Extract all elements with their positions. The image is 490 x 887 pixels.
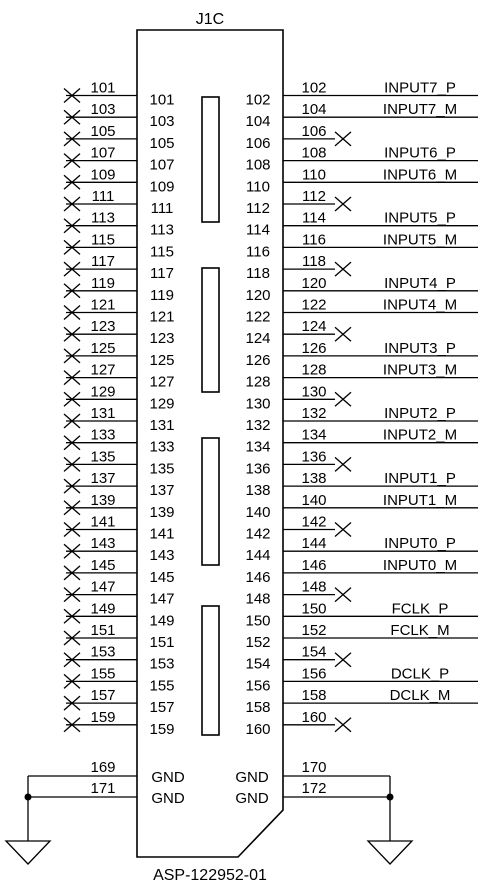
left-pin-105-number-inner: 105 [149, 134, 175, 152]
left-pin-131-number-inner: 131 [149, 417, 175, 434]
left-pin-143-number-inner: 143 [149, 547, 175, 565]
right-pin-140-number-inner: 140 [245, 503, 271, 521]
right-pin-130-no-connect [335, 392, 351, 406]
right-pin-120-number-inner: 120 [245, 286, 271, 304]
right-pin-106-no-connect [335, 132, 351, 146]
left-pin-119-number-outer: 119 [91, 274, 115, 292]
left-pin-115-number-inner: 115 [150, 243, 174, 261]
net-label-INPUT1_M: INPUT1_M [382, 491, 458, 509]
right-pin-116-number-inner: 116 [246, 243, 270, 261]
bank-block-2 [202, 268, 219, 392]
left-pin-109-number-outer: 109 [90, 166, 116, 184]
left-pin-137-number-outer: 137 [90, 470, 116, 488]
net-label-FCLK_P: FCLK_P [391, 600, 449, 618]
right-pin-116-number-outer: 116 [302, 231, 326, 249]
net-label-INPUT7_M: INPUT7_M [382, 101, 458, 119]
left-pin-135-number-inner: 135 [149, 460, 175, 478]
net-label-INPUT2_M: INPUT2_M [382, 426, 458, 444]
net-label-INPUT5_M: INPUT5_M [382, 231, 458, 249]
right-pin-160-number-outer: 160 [301, 708, 327, 726]
right-pin-158-number-inner: 158 [245, 699, 271, 717]
left-pin-153-number-inner: 153 [149, 655, 175, 673]
right-pin-118-no-connect [335, 262, 351, 276]
right-pin-122-number-outer: 122 [301, 296, 327, 314]
left-pin-157-number-inner: 157 [149, 699, 175, 717]
right-pin-102-number-inner: 102 [245, 91, 271, 109]
net-label-INPUT4_P: INPUT4_P [384, 274, 456, 292]
net-label-INPUT0_P: INPUT0_P [384, 535, 456, 553]
gnd-left-pin-171-number: 171 [90, 780, 116, 797]
bank-block-3 [202, 438, 219, 565]
right-pin-146-number-outer: 146 [301, 556, 327, 574]
left-pin-117-number-inner: 117 [150, 265, 174, 283]
left-pin-143-number-outer: 143 [90, 535, 116, 553]
left-pin-155-number-inner: 155 [149, 677, 175, 695]
right-pin-142-number-inner: 142 [245, 525, 271, 543]
right-pin-104-number-outer: 104 [301, 101, 327, 119]
left-pin-159-number-inner: 159 [149, 720, 175, 738]
connector-part-number: ASP-122952-01 [153, 867, 267, 884]
right-pin-150-number-inner: 150 [245, 612, 271, 630]
connector-ref: J1C [195, 11, 225, 28]
gnd-right-pin-172-number: 172 [301, 780, 327, 797]
net-label-DCLK_P: DCLK_P [390, 665, 450, 683]
right-pin-136-number-inner: 136 [245, 460, 271, 478]
left-pin-141-number-inner: 141 [149, 525, 175, 543]
left-pin-127-number-inner: 127 [149, 373, 175, 391]
right-pin-124-number-inner: 124 [245, 330, 271, 348]
right-pin-140-number-outer: 140 [301, 491, 327, 509]
gnd-left-pin-169-number: 169 [90, 759, 116, 776]
right-pin-124-number-outer: 124 [301, 318, 327, 336]
right-pin-108-number-outer: 108 [301, 144, 327, 162]
left-pin-127-number-outer: 127 [90, 361, 116, 379]
left-pin-139-number-outer: 139 [90, 491, 116, 509]
right-pin-112-no-connect [335, 197, 351, 211]
net-label-INPUT0_M: INPUT0_M [382, 556, 458, 574]
left-pin-149-number-inner: 149 [149, 612, 175, 630]
left-pin-109-number-inner: 109 [149, 178, 175, 196]
right-pin-106-number-inner: 106 [245, 134, 271, 152]
right-pin-122-number-inner: 122 [245, 308, 271, 326]
right-pin-118-number-inner: 118 [246, 265, 270, 283]
left-pin-121-number-outer: 121 [90, 296, 116, 314]
left-pin-147-number-inner: 147 [149, 590, 175, 608]
right-pin-108-number-inner: 108 [245, 156, 271, 174]
left-pin-125-number-outer: 125 [90, 339, 116, 357]
left-pin-107-number-outer: 107 [90, 144, 116, 162]
right-pin-104-number-inner: 104 [245, 113, 271, 131]
left-pin-147-number-outer: 147 [90, 578, 116, 596]
left-pin-151-number-inner: 151 [149, 634, 175, 651]
right-pin-142-number-outer: 142 [301, 513, 327, 531]
left-pin-153-number-outer: 153 [90, 643, 116, 661]
left-pin-107-number-inner: 107 [149, 156, 175, 174]
left-pin-129-number-outer: 129 [90, 383, 116, 401]
right-pin-158-number-outer: 158 [301, 687, 327, 705]
left-pin-113-number-outer: 113 [91, 209, 115, 227]
pins-layer [64, 80, 478, 738]
right-pin-130-number-outer: 130 [301, 383, 327, 401]
left-pin-101-number-inner: 101 [149, 91, 175, 109]
right-pin-138-number-outer: 138 [301, 470, 327, 488]
bank-block-4 [202, 606, 219, 735]
right-pin-144-number-inner: 144 [245, 547, 271, 565]
right-pin-112-number-outer: 112 [302, 188, 326, 205]
left-pin-151-number-outer: 151 [90, 622, 116, 639]
right-pin-148-number-inner: 148 [245, 590, 271, 608]
left-pin-131-number-outer: 131 [90, 405, 116, 422]
right-pin-114-number-outer: 114 [302, 209, 326, 227]
left-pin-155-number-outer: 155 [90, 665, 116, 683]
left-pin-111-number-outer: 111 [91, 188, 115, 205]
right-pin-106-number-outer: 106 [301, 122, 327, 140]
gnd-section [6, 759, 412, 864]
right-pin-142-no-connect [335, 523, 351, 537]
left-pin-101-number-outer: 101 [90, 79, 116, 97]
right-pin-152-number-inner: 152 [245, 634, 271, 651]
ground-icon-right [368, 776, 412, 864]
net-label-INPUT3_M: INPUT3_M [382, 361, 458, 379]
right-pin-152-number-outer: 152 [301, 622, 327, 639]
right-pin-160-number-inner: 160 [245, 720, 271, 738]
right-pin-138-number-inner: 138 [245, 482, 271, 500]
left-pin-125-number-inner: 125 [149, 351, 175, 369]
left-pin-159-number-outer: 159 [90, 708, 116, 726]
left-pin-137-number-inner: 137 [149, 482, 175, 500]
right-pin-144-number-outer: 144 [301, 535, 327, 553]
left-pin-139-number-inner: 139 [149, 503, 175, 521]
right-pin-110-number-inner: 110 [246, 178, 270, 196]
right-pin-128-number-outer: 128 [301, 361, 327, 379]
right-pin-148-no-connect [335, 588, 351, 602]
right-pin-146-number-inner: 146 [245, 568, 271, 586]
right-pin-154-number-outer: 154 [301, 643, 327, 661]
net-label-INPUT6_M: INPUT6_M [382, 166, 458, 184]
net-label-INPUT2_P: INPUT2_P [384, 405, 456, 422]
left-pin-111-number-inner: 111 [150, 200, 174, 217]
left-pin-105-number-outer: 105 [90, 122, 116, 140]
left-pin-119-number-inner: 119 [150, 286, 174, 304]
left-pin-129-number-inner: 129 [149, 395, 175, 413]
left-pin-133-number-outer: 133 [90, 426, 116, 444]
gnd-right-pin-170-number: 170 [301, 759, 327, 776]
net-label-INPUT6_P: INPUT6_P [384, 144, 456, 162]
net-label-INPUT3_P: INPUT3_P [384, 339, 456, 357]
right-pin-160-no-connect [335, 718, 351, 732]
right-pin-150-number-outer: 150 [301, 600, 327, 618]
left-pin-103-number-outer: 103 [90, 101, 116, 119]
right-pin-136-number-outer: 136 [301, 448, 327, 466]
net-label-DCLK_M: DCLK_M [389, 687, 451, 705]
left-pin-117-number-outer: 117 [91, 253, 115, 271]
right-pin-126-number-inner: 126 [245, 351, 271, 369]
right-pin-128-number-inner: 128 [245, 373, 271, 391]
gnd-right-pin-172-label: GND [235, 790, 269, 807]
right-pin-130-number-inner: 130 [245, 395, 271, 413]
right-pin-132-number-outer: 132 [301, 405, 327, 422]
left-pin-149-number-outer: 149 [90, 600, 116, 618]
right-pin-132-number-inner: 132 [245, 417, 271, 434]
gnd-left-pin-169-label: GND [151, 769, 185, 786]
right-pin-112-number-inner: 112 [246, 200, 270, 217]
right-pin-134-number-inner: 134 [245, 438, 271, 456]
left-pin-145-number-inner: 145 [149, 568, 175, 586]
left-pin-123-number-inner: 123 [149, 330, 175, 348]
left-pin-123-number-outer: 123 [90, 318, 116, 336]
bank-block-1 [202, 97, 219, 222]
left-pin-141-number-outer: 141 [90, 513, 116, 531]
net-label-INPUT7_P: INPUT7_P [384, 79, 456, 97]
left-pin-113-number-inner: 113 [150, 221, 174, 239]
right-pin-154-no-connect [335, 653, 351, 667]
gnd-left-pin-171-label: GND [151, 790, 185, 807]
right-pin-118-number-outer: 118 [302, 253, 326, 271]
right-pin-156-number-inner: 156 [245, 677, 271, 695]
right-pin-154-number-inner: 154 [245, 655, 271, 673]
net-label-INPUT1_P: INPUT1_P [384, 470, 456, 488]
right-pin-134-number-outer: 134 [301, 426, 327, 444]
right-pin-156-number-outer: 156 [301, 665, 327, 683]
gnd-right-pin-170-label: GND [235, 769, 269, 786]
right-pin-110-number-outer: 110 [302, 166, 326, 184]
left-pin-133-number-inner: 133 [149, 438, 175, 456]
right-pin-114-number-inner: 114 [246, 221, 270, 239]
net-label-FCLK_M: FCLK_M [390, 622, 450, 639]
left-pin-135-number-outer: 135 [90, 448, 116, 466]
left-pin-121-number-inner: 121 [149, 308, 175, 326]
left-pin-103-number-inner: 103 [149, 113, 175, 131]
ground-icon-left [6, 776, 50, 864]
net-label-INPUT5_P: INPUT5_P [384, 209, 456, 227]
right-pin-120-number-outer: 120 [301, 274, 327, 292]
right-pin-102-number-outer: 102 [301, 79, 327, 97]
left-pin-115-number-outer: 115 [91, 231, 115, 249]
right-pin-136-no-connect [335, 457, 351, 471]
left-pin-157-number-outer: 157 [90, 687, 116, 705]
right-pin-126-number-outer: 126 [301, 339, 327, 357]
left-pin-145-number-outer: 145 [90, 556, 116, 574]
right-pin-148-number-outer: 148 [301, 578, 327, 596]
net-label-INPUT4_M: INPUT4_M [382, 296, 458, 314]
right-pin-124-no-connect [335, 327, 351, 341]
